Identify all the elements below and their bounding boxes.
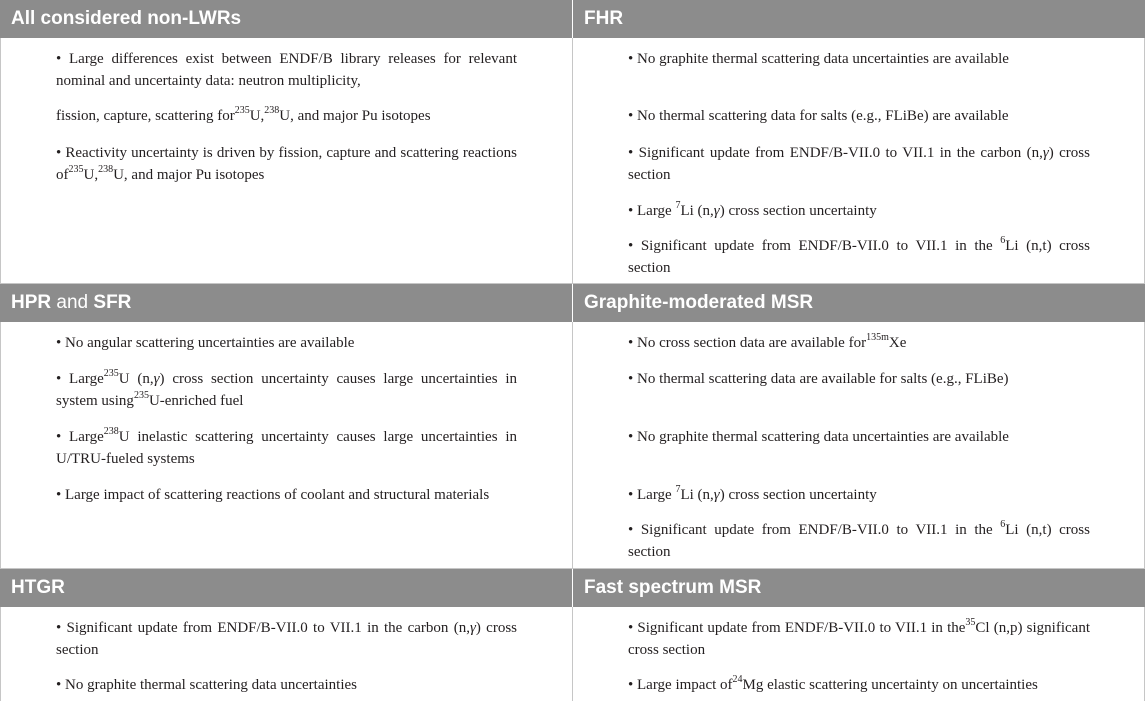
list-item: • Large$^{238}$U inelastic scattering uncertainty causes large uncertainties in U/TRU-fueled systems <box>56 426 517 470</box>
header-and-text: and <box>56 292 89 313</box>
list-item: • Large impact $of^{24}Mg$ elastic scattering uncertainty on uncertainties <box>628 674 1090 696</box>
list-item: • Reactivity uncertainty is driven by fission, capture and scattering reactions $of^{235}U,^{238}U$, and major Pu isotopes <box>56 142 517 186</box>
column-divider <box>572 607 573 701</box>
list-item-continuation: fission, capture, scattering for$^{235}$U,$^{238}$U, and major Pu isotopes <box>56 105 431 124</box>
header-graphite-msr <box>573 284 1145 322</box>
cell-hpr-sfr <box>0 322 572 568</box>
list-item: • Significant update from ENDF/B-VII.0 to VII.1 in the carbon (n,γ) cross section <box>628 142 1090 186</box>
list-item: • No graphite thermal scattering data uncertainties <box>56 674 517 696</box>
list-item: • No graphite thermal scattering data uncertainties are available <box>628 426 1090 448</box>
header-all-non-lwrs-text: All considered non-LWRs <box>11 8 242 29</box>
cell-htgr <box>0 607 572 701</box>
row-divider <box>0 283 1145 284</box>
list-item: • Large $^7$Li (n,γ) cross section uncertainty <box>628 200 1090 222</box>
list-item: • No cross section data are available for$^{135m}$Xe <box>628 332 1090 354</box>
cell-fast-msr <box>573 607 1145 701</box>
list-item: • Significant update from ENDF/B-VII.0 to VII.1 in the $^6$Li (n,t) cross section <box>628 235 1090 279</box>
header-all-non-lwrs <box>0 0 572 38</box>
header-htgr <box>0 569 572 607</box>
list-item: • Significant update from ENDF/B-VII.0 to VII.1 in the $^6$Li (n,t) cross section <box>628 519 1090 563</box>
list-item: • No graphite thermal scattering data uncertainties are available <box>628 48 1090 70</box>
header-graphite-msr-text: Graphite-moderated MSR <box>584 292 814 313</box>
header-hpr-sfr <box>0 284 572 322</box>
header-fast-msr <box>573 569 1145 607</box>
header-fhr-text: FHR <box>584 8 624 29</box>
row-divider <box>0 568 1145 569</box>
header-sfr-text: SFR <box>93 292 132 313</box>
column-divider <box>572 38 573 284</box>
header-hpr-text: HPR <box>11 292 52 313</box>
list-item: • Significant update from ENDF/B-VII.0 to VII.1 in the carbon (n,γ) cross section <box>56 617 517 661</box>
cell-graphite-msr <box>573 322 1145 568</box>
cell-fhr <box>573 38 1145 283</box>
column-divider <box>572 322 573 569</box>
list-item: • Large$^{235}$U (n,γ) cross section uncertainty causes large uncertainties in system using$^{235}$U-enriched fuel <box>56 368 517 412</box>
list-item: • No thermal scattering data are available for salts (e.g., FLiBe) <box>628 368 1090 390</box>
cell-all-non-lwrs <box>0 38 572 283</box>
header-fast-msr-text: Fast spectrum MSR <box>584 577 762 598</box>
list-item: • No thermal scattering data for salts (e.g., FLiBe) are available <box>628 105 1090 127</box>
list-item: • Large differences exist between ENDF/B library releases for relevant nominal and uncertainty data: neutron multiplicity, <box>56 48 517 92</box>
list-item: • Large impact of scattering reactions of coolant and structural materials <box>56 484 517 506</box>
header-fhr <box>573 0 1145 38</box>
list-item: • Significant update from ENDF/B-VII.0 to VII.1 in the$^{35}$Cl (n,p) significant cross section <box>628 617 1090 661</box>
list-item: • Large $^7$Li (n,γ) cross section uncertainty <box>628 484 1090 506</box>
list-item: • No angular scattering uncertainties are available <box>56 332 517 354</box>
header-htgr-text: HTGR <box>11 577 65 598</box>
